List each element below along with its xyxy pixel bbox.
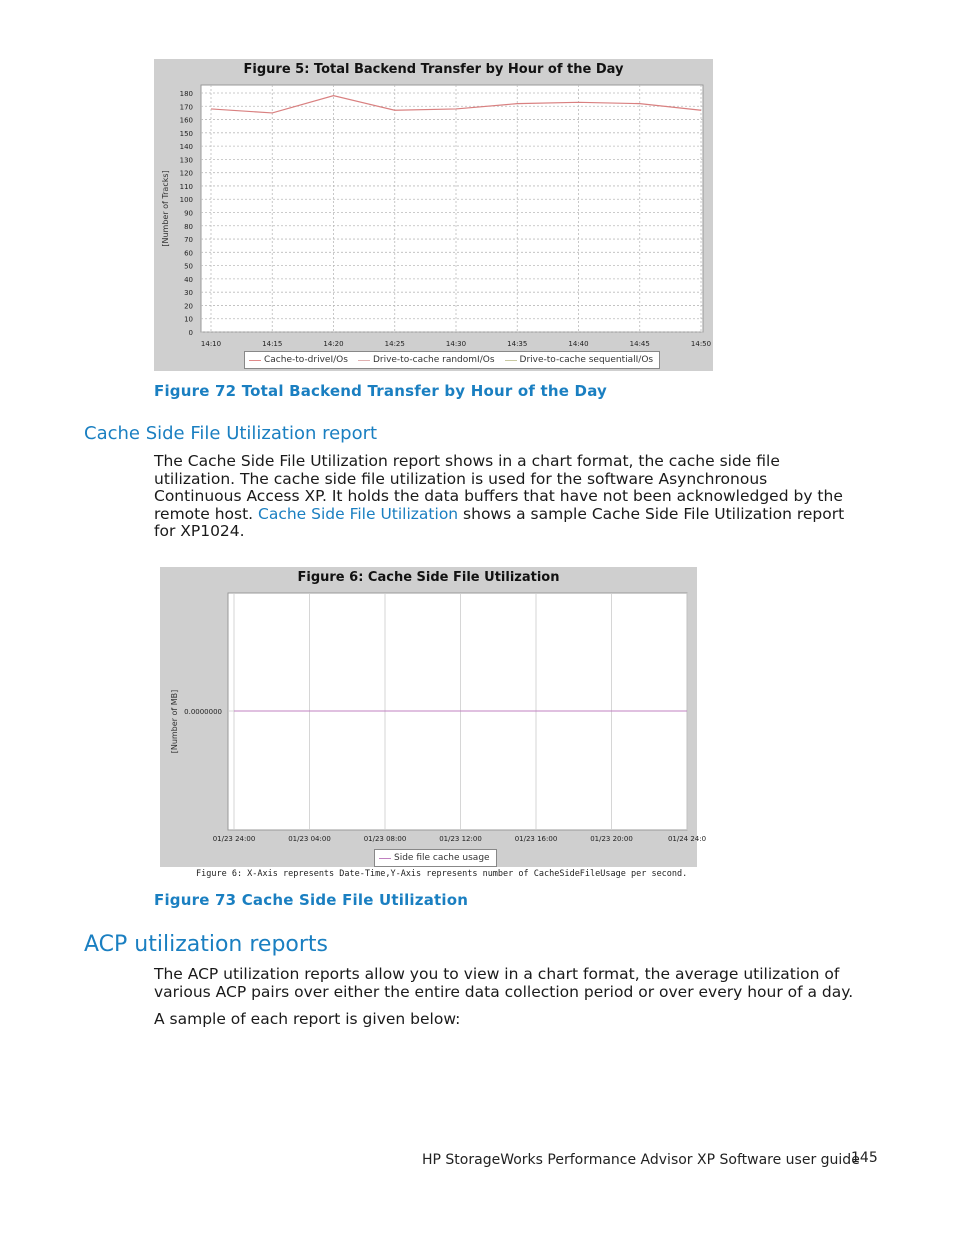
x-tick-label: 14:10 — [200, 340, 222, 348]
legend-item: Drive-to-cache sequentialI/Os — [505, 355, 654, 365]
x-tick-label: 01/23 04:00 — [288, 835, 331, 843]
cross-reference-link[interactable]: Cache Side File Utilization — [258, 504, 459, 523]
figure-73-image — [160, 567, 707, 867]
legend-item: Side file cache usage — [379, 853, 490, 863]
x-tick-label: 01/23 24:00 — [212, 835, 256, 843]
x-tick-label: 14:50 — [690, 340, 712, 348]
footer-title: HP StorageWorks Performance Advisor XP Software user guide — [422, 1152, 860, 1168]
x-tick-label: 14:45 — [629, 340, 650, 348]
y-tick-label: 10 — [184, 315, 193, 324]
x-tick-label: 14:15 — [262, 340, 283, 348]
x-tick-label: 01/23 08:00 — [363, 835, 407, 843]
section-paragraph: The Cache Side File Utilization report shows in a chart format, the cache side file utilization. The cache side file utilization is used for the software Asynchronous Continuous Access XP. It holds the data buffers that have not been acknowledged by the remote host. Cache Side File Utilization shows a sample Cache Side File Utilization report for XP1024. — [154, 452, 845, 540]
y-tick-label: 150 — [179, 129, 193, 138]
y-axis-label: [Number of Tracks] — [161, 170, 170, 247]
y-tick-label: 110 — [179, 182, 193, 191]
legend-item: Cache-to-driveI/Os — [249, 355, 348, 365]
plot-area — [201, 85, 703, 332]
figure-72-chart — [154, 59, 713, 371]
figure-72-image — [154, 59, 713, 371]
chart-legend — [244, 351, 660, 369]
x-tick-label: 01/23 20:00 — [590, 835, 633, 843]
x-tick-label: 14:40 — [568, 340, 589, 348]
y-tick-label: 170 — [179, 103, 193, 112]
y-tick-label: 90 — [184, 209, 193, 218]
x-tick-label: 01/23 16:00 — [514, 835, 558, 843]
figure-footnote: Figure 6: X-Axis represents Date-Time,Y-Axis represents number of CacheSideFileUsage per second. — [196, 869, 688, 879]
y-tick-label: 80 — [184, 222, 193, 231]
y-tick-label: 160 — [179, 116, 193, 125]
x-tick-label: 01/24 24:0 — [667, 835, 707, 843]
y-axis-label: [Number of MB] — [170, 689, 179, 754]
y-tick-label: 0.0000000 — [184, 708, 222, 716]
y-tick-label: 20 — [184, 302, 193, 311]
y-tick-label: 30 — [184, 289, 193, 298]
page-number: 145 — [851, 1150, 878, 1166]
x-tick-label: 01/23 12:00 — [439, 835, 482, 843]
y-tick-label: 100 — [179, 196, 193, 205]
y-tick-label: 70 — [184, 236, 193, 245]
section-heading: Cache Side File Utilization report — [84, 423, 378, 444]
section-paragraph: A sample of each report is given below: — [154, 1010, 461, 1028]
x-tick-label: 14:20 — [323, 340, 344, 348]
legend-item: Drive-to-cache randomI/Os — [358, 355, 495, 365]
x-tick-label: 14:35 — [507, 340, 528, 348]
figure-caption: Figure 73 Cache Side File Utilization — [154, 891, 469, 909]
y-tick-label: 120 — [179, 169, 193, 178]
section-heading: ACP utilization reports — [84, 932, 329, 957]
y-tick-label: 130 — [179, 156, 193, 165]
y-tick-label: 0 — [188, 329, 193, 337]
figure-caption: Figure 72 Total Backend Transfer by Hour of the Day — [154, 382, 608, 400]
chart-legend — [374, 849, 497, 867]
y-tick-label: 180 — [179, 90, 193, 98]
y-tick-label: 50 — [184, 262, 193, 271]
chart-title: Figure 6: Cache Side File Utilization — [297, 570, 560, 585]
x-tick-label: 14:25 — [384, 340, 405, 348]
chart-title: Figure 5: Total Backend Transfer by Hour of the Day — [243, 62, 624, 77]
y-tick-label: 140 — [179, 143, 193, 152]
figure-73-chart — [160, 567, 707, 867]
y-tick-label: 60 — [184, 249, 193, 258]
x-tick-label: 14:30 — [445, 340, 467, 348]
y-tick-label: 40 — [184, 275, 193, 284]
section-paragraph: The ACP utilization reports allow you to view in a chart format, the average utilization of various ACP pairs over either the entire data collection period or over every hour of a day. — [154, 965, 854, 1001]
